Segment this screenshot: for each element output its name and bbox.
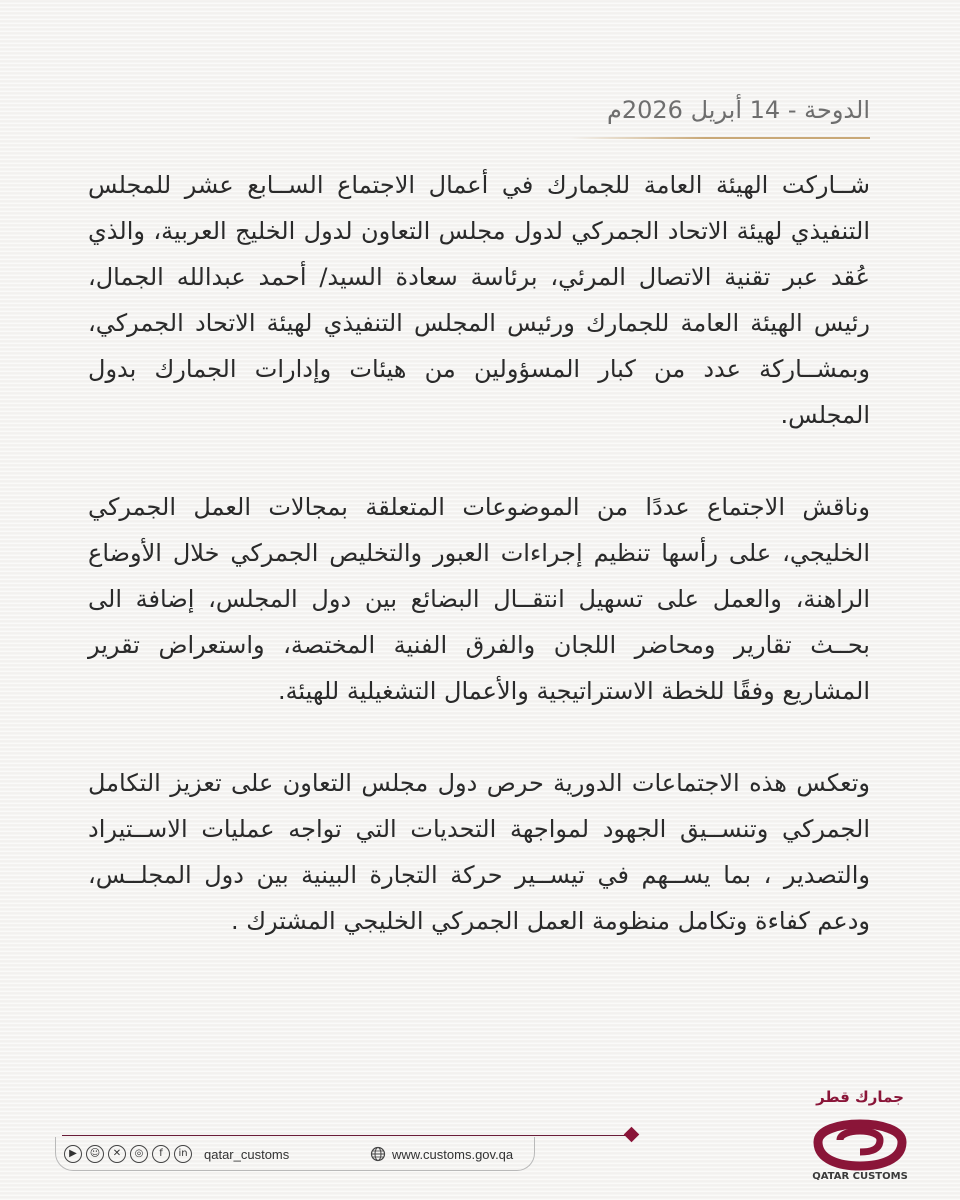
social-links	[64, 1143, 289, 1165]
facebook-icon[interactable]: f	[152, 1145, 170, 1163]
footer-diamond	[624, 1127, 640, 1143]
snapchat-icon[interactable]: ☺	[86, 1145, 104, 1163]
logo-english-text: QATAR CUSTOMS	[812, 1171, 908, 1180]
youtube-icon[interactable]: ▶	[64, 1145, 82, 1163]
website-url[interactable]: www.customs.gov.qa	[392, 1146, 514, 1162]
website-link[interactable]	[370, 1143, 513, 1165]
globe-icon	[370, 1146, 386, 1162]
linkedin-icon[interactable]: in	[174, 1145, 192, 1163]
article-body	[88, 162, 870, 990]
dateline-divider	[570, 137, 870, 139]
footer-divider	[62, 1135, 632, 1136]
qatar-customs-logo	[800, 1080, 920, 1180]
paragraph-3: وتعكس هذه الاجتماعات الدورية حرص دول مجلس التعاون على تعزيز التكامل الجمركي وتنســيق الجهود لمواجهة التحديات التي تواجه عمليات الاســتيراد والتصدير ، بما يســهم في تيســير حركة التجارة البينية بين دول المجلــس، ودعم كفاءة وتكامل منظومة العمل الجمركي الخليجي المشترك .	[88, 769, 870, 935]
x-icon[interactable]: ✕	[108, 1145, 126, 1163]
logo-arabic-text: جمارك قطر	[816, 1088, 904, 1106]
paragraph-2: وناقش الاجتماع عددًا من الموضوعات المتعلقة بمجالات العمل الجمركي الخليجي، على رأسها تنظيم إجراءات العبور والتخليص الجمركي خلال الأوضاع الراهنة، والعمل على تسهيل انتقــال البضائع بين دول المجلس، إضافة الى بحــث تقارير ومحاضر اللجان والفرق الفنية المختصة، واستعراض تقرير المشاريع وفقًا للخطة الاستراتيجية والأعمال التشغيلية للهيئة.	[88, 493, 870, 705]
instagram-icon[interactable]: ◎	[130, 1145, 148, 1163]
dateline: الدوحة - 14 أبريل 2026م	[607, 96, 870, 124]
social-handle[interactable]: qatar_customs	[204, 1146, 290, 1162]
paragraph-1: شــاركت الهيئة العامة للجمارك في أعمال الاجتماع الســابع عشر للمجلس التنفيذي لهيئة الاتحاد الجمركي لدول مجلس التعاون لدول الخليج العربية، والذي عُقد عبر تقنية الاتصال المرئي، برئاسة سعادة السيد/ أحمد عبدالله الجمال، رئيس الهيئة العامة للجمارك ورئيس المجلس التنفيذي لهيئة الاتحاد الجمركي، وبمشــاركة عدد من كبار المسؤولين من هيئات وإدارات الجمارك بدول المجلس.	[88, 171, 870, 429]
